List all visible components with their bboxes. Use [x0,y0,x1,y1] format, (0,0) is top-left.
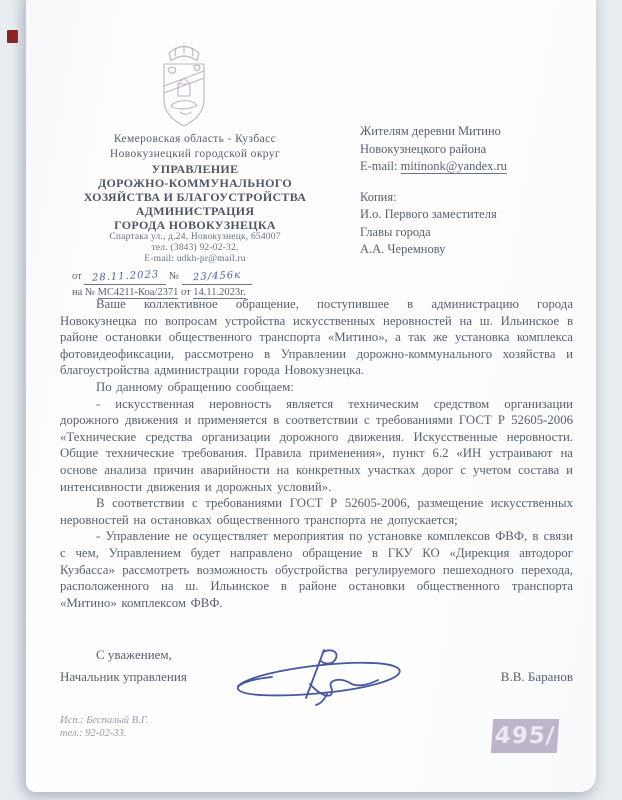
letterhead-district: Новокузнецкий городской округ [109,148,281,160]
handwritten-number: 23/456к [192,269,241,284]
ref-num-label: № [168,271,179,282]
ref-from-label: от [72,271,82,282]
reply-number: МС4211-Коа/2371 [97,287,179,298]
letterhead-org-line: АДМИНИСТРАЦИЯ [135,204,255,218]
body-paragraph: Ваше коллективное обращение, поступившее в администрацию города Новокузнецка по вопросам устройства искусственных неровностей на ш. Ильинское в районе остановки общественного транспорта «Митино», а так же установка комплекса фотовидеофиксации, рассмотрено в Управлении дорожно-коммунального хозяйства и благоустройства администрации города Новокузнецка. [60,297,573,378]
letterhead-region: Кемеровская область - Кузбасс [113,133,277,145]
recipient-email-label: E-mail: [360,159,398,173]
recipient-block [360,123,590,259]
reply-date: 14.11.2023г. [193,287,246,298]
executor-phone: тел.: 92-02-33. [60,728,127,739]
novokuznetsk-coat-of-arms-icon [154,38,214,133]
body-paragraph: - Управление не осуществляет мероприятия по установке комплексов ФВФ, в связи с чем, Управлением будет направлено обращение в ГКУ КО «Дирекция автодорог Кузбасса» рассмотреть возможность обустройства регулируемого пешеходного перехода, расположенного на ш. Ильинское в районе остановки общественного транспорта «Митино» комплексом ФВФ. [60,529,573,610]
letterhead [44,132,346,300]
recipient-email-line [360,158,590,176]
handwritten-signature-icon [224,642,419,710]
handwritten-date: 28.11.2023 [91,269,160,284]
signer-name: В.В. Баранов [500,669,573,684]
reply-prefix: на № [72,287,95,298]
letterhead-org-line: УПРАВЛЕНИЕ [151,162,239,176]
executor-name: Исп.: Беспалый В.Г. [60,715,149,726]
letterhead-org-line: ДОРОЖНО-КОММУНАЛЬНОГО [97,176,293,190]
executor-block [60,714,149,740]
spacer [360,176,590,189]
letterhead-phone: тел. (3843) 92-02-32. [151,243,239,253]
letterhead-org-line: ХОЗЯЙСТВА И БЛАГОУСТРОЙСТВА [83,190,307,204]
letterhead-org-line: ГОРОДА НОВОКУЗНЕЦКА [114,218,276,232]
signer-position: Начальник управления [60,669,187,684]
reply-middle: от [180,287,191,298]
ref-number-underline [182,269,252,285]
copy-line: Главы города [360,224,431,239]
recipient-line: Новокузнецкого района [360,141,487,156]
letter-page [26,0,596,792]
recipient-line: Жителям деревни Митино [360,124,501,138]
ref-date-underline [84,269,166,285]
body-paragraph: По данному обращению сообщаем: [96,379,294,394]
body-paragraph: В соответствии с требованиями ГОСТ Р 52605-2006, размещение искусственных неровностей на остановках общественного транспорта не допускается; [60,496,573,527]
outgoing-ref-line [44,269,346,285]
copy-label: Копия: [360,189,397,204]
copy-line: И.о. Первого заместителя [360,207,497,221]
body-paragraph: - искусственная неровность является техническим средством организации дорожного движения и применяется в соответствии с требованиями ГОСТ Р 52605-2006 «Технические средства организации дорожного движения. Искусственные неровности. Общие технические требования. Правила применения», пункт 6.2 «ИН устраивают на основе анализа причин аварийности на конкретных участках дорог с учетом состава и интенсивности движения и дорожных условий». [60,396,573,494]
letterhead-address: Спартака ул., д.24, Новокузнецк, 654007 [109,232,281,242]
letterhead-email: E-mail: udkh-pr@mail.ru [144,254,246,264]
letter-body [60,296,573,611]
red-scan-mark [7,30,18,43]
copy-line: А.А. Черемнову [360,242,446,256]
closing-salutation: С уважением, [96,647,172,662]
page-number-stamp: 495/ [491,719,559,753]
recipient-email-address: mitinonk@yandex.ru [400,159,507,173]
